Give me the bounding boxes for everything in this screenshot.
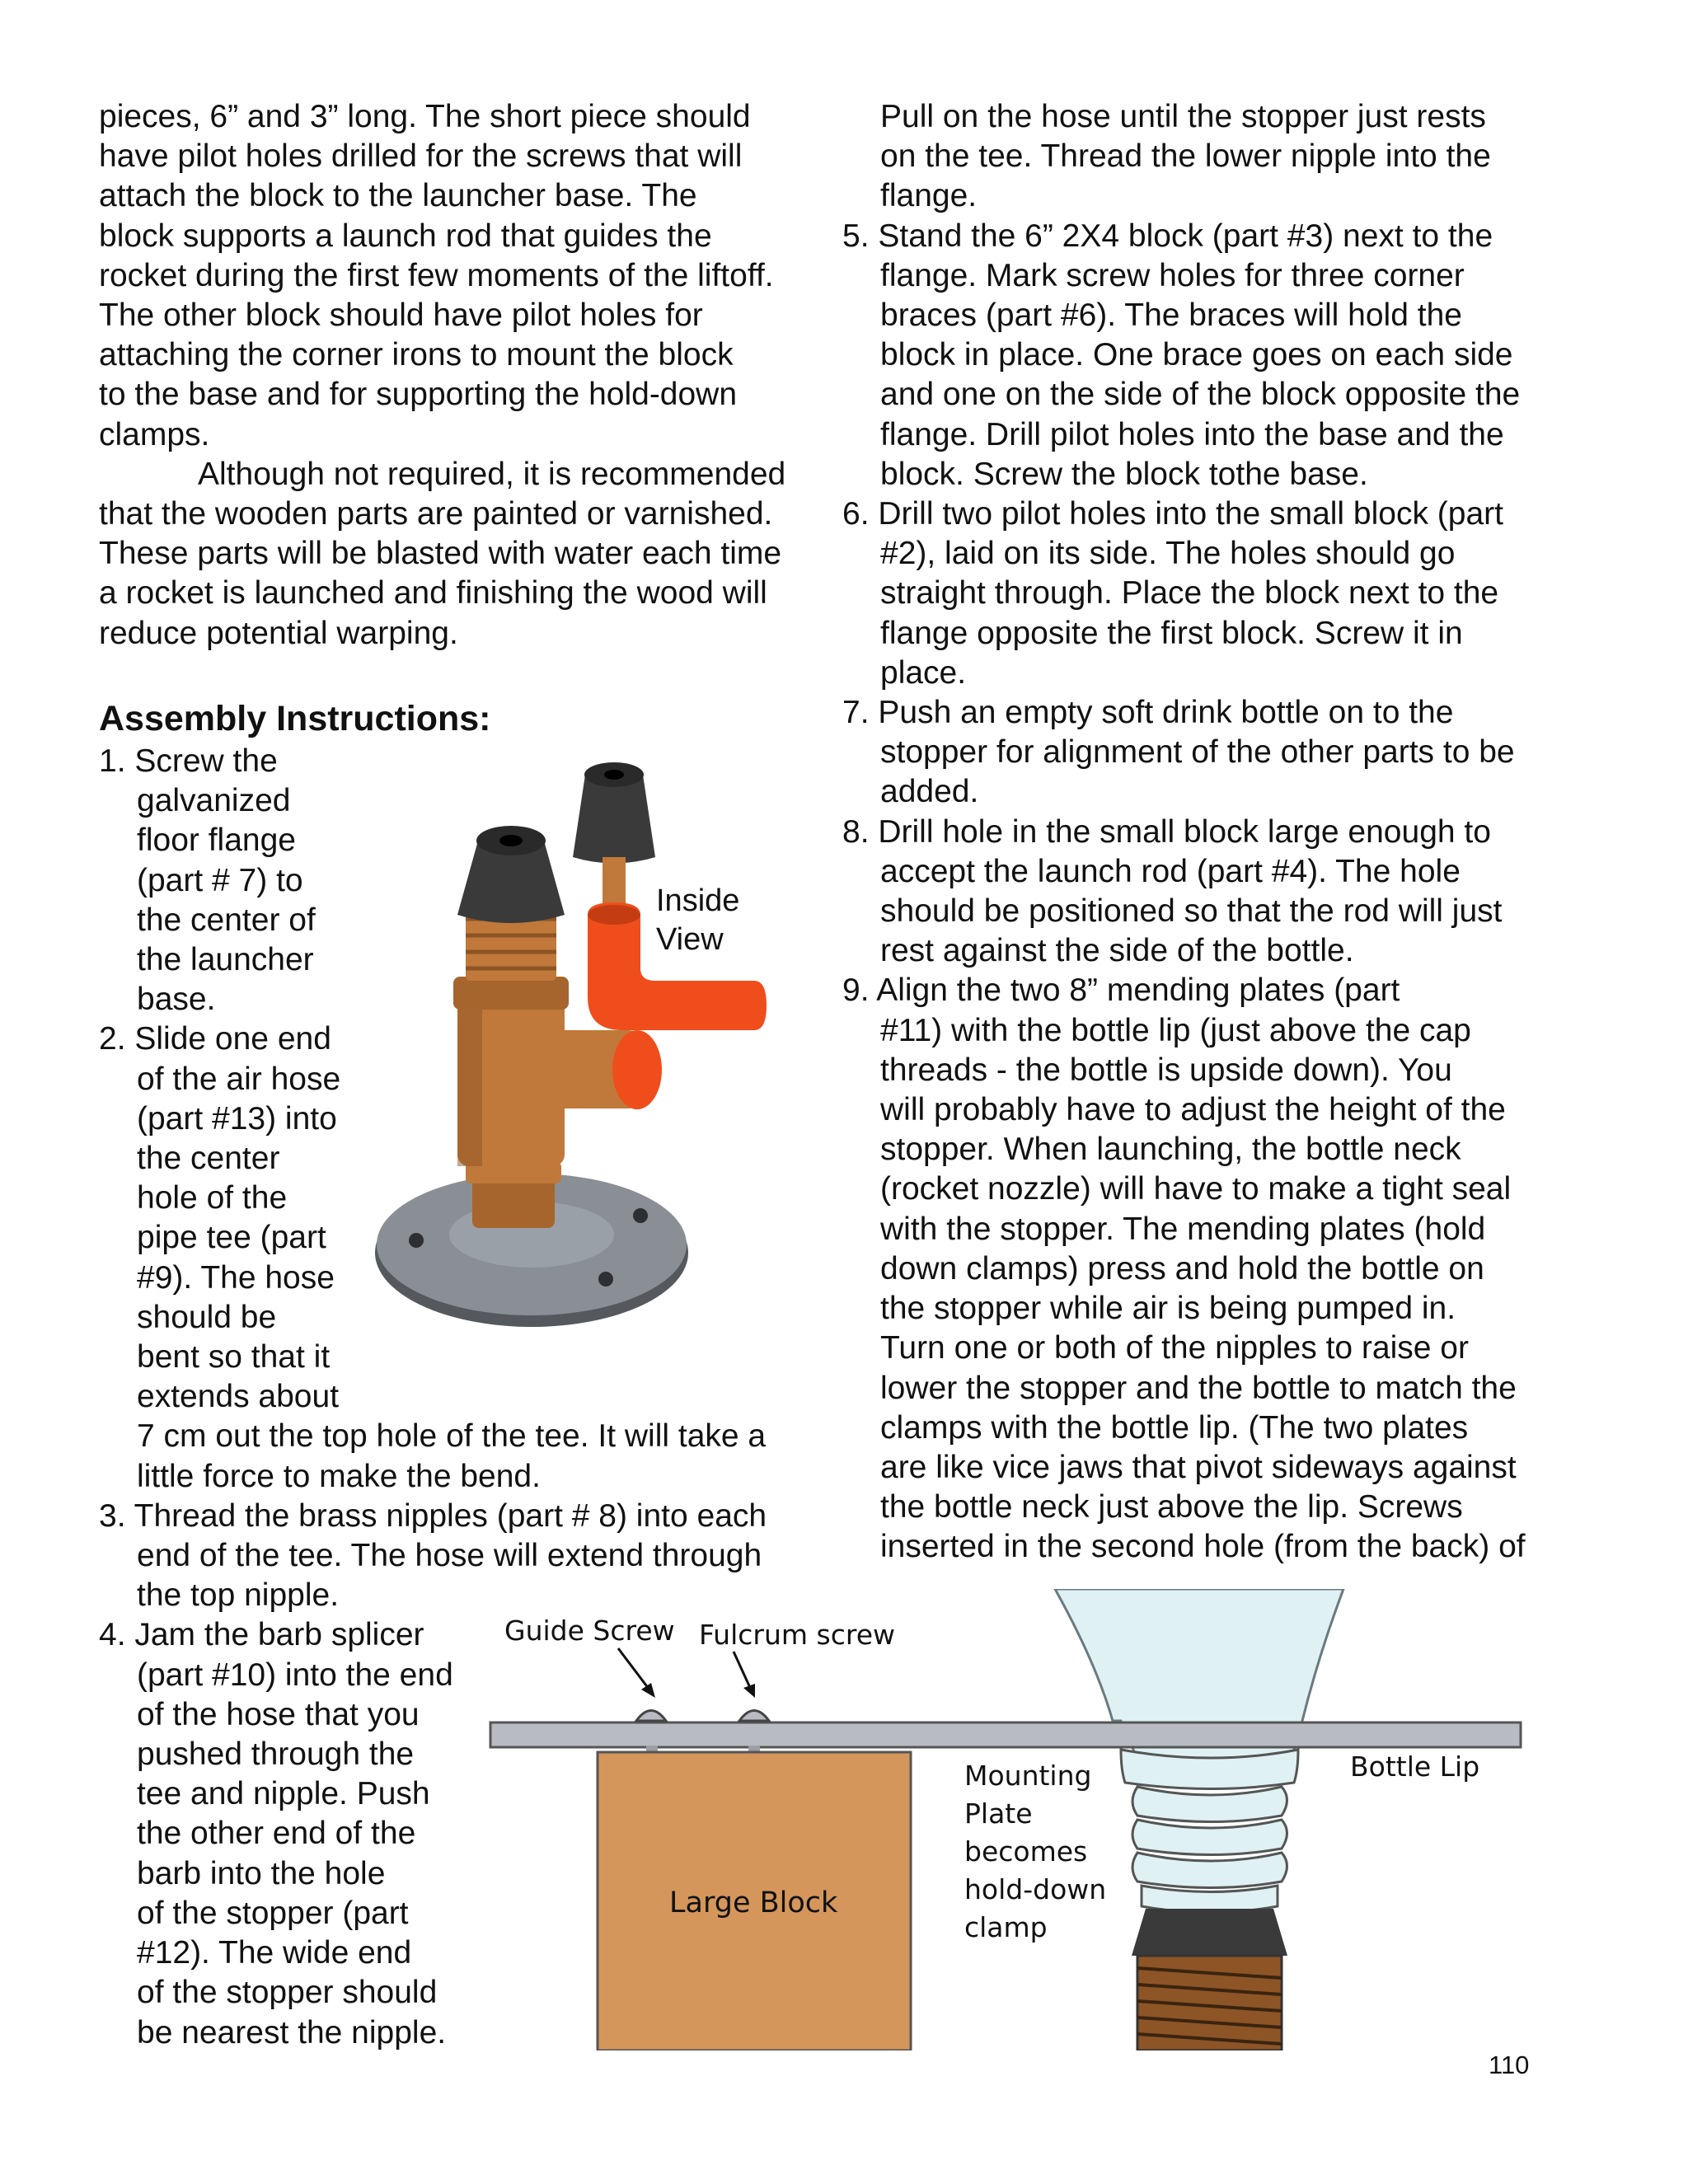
step-text-line: the center	[137, 1141, 280, 1177]
step-text-line: flange. Mark screw holes for three corner	[880, 257, 1465, 293]
step-text-line: #9). The hose	[137, 1259, 335, 1296]
intro-text-line: block supports a launch rod that guides the	[99, 218, 712, 254]
step-text-line: rest against the side of the bottle.	[880, 933, 1354, 969]
step-text-line: inserted in the second hole (from the back) of	[880, 1529, 1526, 1565]
intro-text-line: have pilot holes drilled for the screws that will	[99, 138, 743, 175]
step-text-line: tee and nipple. Push	[137, 1776, 430, 1812]
step-text-line: 2. Slide one end	[99, 1021, 331, 1057]
recommendation-text-line: Although not required, it is recommended	[198, 456, 786, 492]
step-text-line: #11) with the bottle lip (just above the cap	[880, 1012, 1471, 1048]
step-text-line: stopper. When launching, the bottle neck	[880, 1132, 1461, 1168]
step-text-line: are like vice jaws that pivot sideways against	[880, 1449, 1517, 1485]
intro-text-line: The other block should have pilot holes for	[99, 298, 703, 334]
intro-text-line: attaching the corner irons to mount the block	[99, 337, 734, 373]
intro-text-line: rocket during the first few moments of the liftoff.	[99, 257, 774, 293]
step-text-line: (rocket nozzle) will have to make a tight seal	[880, 1171, 1512, 1207]
step-text-line: (part #10) into the end	[137, 1657, 453, 1693]
threaded-nipple	[1137, 1956, 1282, 2050]
step-text-line: little force to make the bend.	[137, 1458, 541, 1494]
step-text-line: flange opposite the first block. Screw it in	[880, 615, 1463, 651]
hold-down-clamp-figure	[486, 1589, 1541, 2050]
step-text-line: place.	[880, 654, 967, 691]
step-text-line: pushed through the	[137, 1736, 415, 1773]
step-text-line: should be positioned so that the rod will just	[880, 893, 1503, 930]
step-text-line: block in place. One brace goes on each side	[880, 337, 1513, 373]
step-text-line: will probably have to adjust the height of the	[880, 1092, 1506, 1128]
step-text-line: threads - the bottle is upside down). You	[880, 1052, 1452, 1088]
hose-side-opening	[612, 1030, 662, 1109]
step-text-line: end of the tee. The hose will extend through	[137, 1538, 762, 1574]
left-intro-text	[99, 97, 785, 654]
step-text-line: straight through. Place the block next to the	[880, 575, 1499, 612]
step-text-line: #12). The wide end	[137, 1935, 412, 1971]
step-text-line: down clamps) press and hold the bottle on	[880, 1250, 1484, 1286]
step-text-line: of the stopper should	[137, 1975, 438, 2011]
step-text-line: 9. Align the two 8” mending plates (part	[842, 972, 1400, 1009]
step-text-line: of the hose that you	[137, 1696, 420, 1732]
step-text-line: flange.	[880, 178, 978, 214]
step-text-line: 7 cm out the top hole of the tee. It will take a	[137, 1418, 767, 1455]
step-text-line: 6. Drill two pilot holes into the small block (part	[842, 496, 1503, 532]
step-text-line: accept the launch rod (part #4). The hole	[880, 853, 1461, 889]
bottle-lip-label: Bottle Lip	[1350, 1750, 1480, 1783]
stopper-side	[1132, 1909, 1287, 1956]
step-text-line: 7. Push an empty soft drink bottle on to the	[842, 695, 1454, 731]
recommendation-text-line: reduce potential warping.	[99, 615, 458, 651]
step-text-line: 3. Thread the brass nipples (part # 8) into each	[99, 1497, 767, 1534]
step-text-line: and one on the side of the block opposite the	[880, 377, 1521, 413]
step-text-line: base.	[137, 982, 216, 1018]
inside-view-stopper	[573, 762, 655, 915]
step-text-line: the top nipple.	[137, 1577, 340, 1614]
inside-view-label-1: Inside	[656, 883, 740, 918]
step-text-line: Turn one or both of the nipples to raise or	[880, 1330, 1469, 1366]
mounting-plate-label-5: clamp	[964, 1911, 1048, 1943]
step-text-line: pipe tee (part	[137, 1220, 326, 1256]
step-text-line: block. Screw the block tothe base.	[880, 456, 1368, 492]
step-text-line: flange. Drill pilot holes into the base and the	[880, 416, 1504, 452]
recommendation-text-line: These parts will be blasted with water each time	[99, 536, 782, 572]
step-text-line: hole of the	[137, 1180, 288, 1216]
mounting-plate-label-4: hold-down	[964, 1873, 1107, 1905]
step-text-line: 8. Drill hole in the small block large enough to	[842, 813, 1491, 850]
step-text-line: the stopper while air is being pumped in.	[880, 1291, 1456, 1327]
inside-view-label-2: View	[656, 922, 724, 957]
step-text-line: 1. Screw the	[99, 743, 278, 779]
step-text-line: braces (part #6). The braces will hold the	[880, 298, 1462, 334]
step-text-line: with the stopper. The mending plates (hold	[880, 1211, 1486, 1247]
bottle-body	[1055, 1589, 1343, 1779]
rubber-stopper	[457, 826, 565, 923]
intro-text-line: attach the block to the launcher base. The	[99, 178, 697, 214]
recommendation-text-line: a rocket is launched and finishing the wood will	[99, 575, 767, 612]
step-text-line: floor flange	[137, 823, 296, 859]
step-text-line: 4. Jam the barb splicer	[99, 1617, 424, 1653]
mounting-plate-label-3: becomes	[964, 1835, 1088, 1868]
step-text-line: be nearest the nipple.	[137, 2014, 447, 2050]
mounting-plate-label-1: Mounting	[964, 1760, 1092, 1792]
step-text-line: (part # 7) to	[137, 862, 303, 898]
step-text-line: Pull on the hose until the stopper just rests	[880, 99, 1486, 134]
step-text-line: added.	[880, 774, 979, 810]
step-text-line: of the stopper (part	[137, 1895, 409, 1931]
mounting-plate	[490, 1722, 1521, 1747]
bottle-neck-threads	[1121, 1750, 1298, 1913]
step-text-line: stopper for alignment of the other parts to be	[880, 734, 1515, 771]
step-text-line: galvanized	[137, 783, 291, 819]
large-block-label: Large Block	[669, 1886, 838, 1919]
step-text-line: the other end of the	[137, 1816, 416, 1852]
step-text-line: the bottle neck just above the lip. Screws	[880, 1489, 1463, 1526]
step-text-line: the launcher	[137, 942, 314, 978]
guide-screw-label: Guide Screw	[504, 1615, 675, 1647]
step-text-line: extends about	[137, 1379, 340, 1415]
assembly-steps-right	[842, 97, 1526, 1568]
recommendation-text-line: that the wooden parts are painted or varnished.	[99, 496, 773, 532]
step-text-line: #2), laid on its side. The holes should go	[880, 536, 1456, 572]
step-text-line: 5. Stand the 6” 2X4 block (part #3) next to the	[842, 218, 1493, 254]
step-text-line: should be	[137, 1299, 277, 1335]
step-text-line: the center of	[137, 902, 316, 938]
fulcrum-screw-label: Fulcrum screw	[699, 1619, 895, 1651]
section-heading: Assembly Instructions:	[99, 699, 491, 738]
step-text-line: barb into the hole	[137, 1855, 386, 1891]
intro-text-line: clamps.	[99, 416, 210, 452]
intro-text-line: pieces, 6” and 3” long. The short piece should	[99, 99, 751, 134]
step-text-line: (part #13) into	[137, 1100, 337, 1137]
step-text-line: of the air hose	[137, 1061, 341, 1097]
mounting-plate-label-2: Plate	[964, 1797, 1033, 1830]
page-number: 110	[1489, 2050, 1530, 2079]
launcher-assembly-figure	[375, 758, 837, 1368]
step-text-line: lower the stopper and the bottle to match the	[880, 1370, 1517, 1406]
intro-text-line: to the base and for supporting the hold-down	[99, 377, 738, 413]
step-text-line: clamps with the bottle lip. (The two plates	[880, 1409, 1469, 1446]
step-text-line: on the tee. Thread the lower nipple into the	[880, 138, 1491, 175]
step-text-line: bent so that it	[137, 1339, 331, 1376]
